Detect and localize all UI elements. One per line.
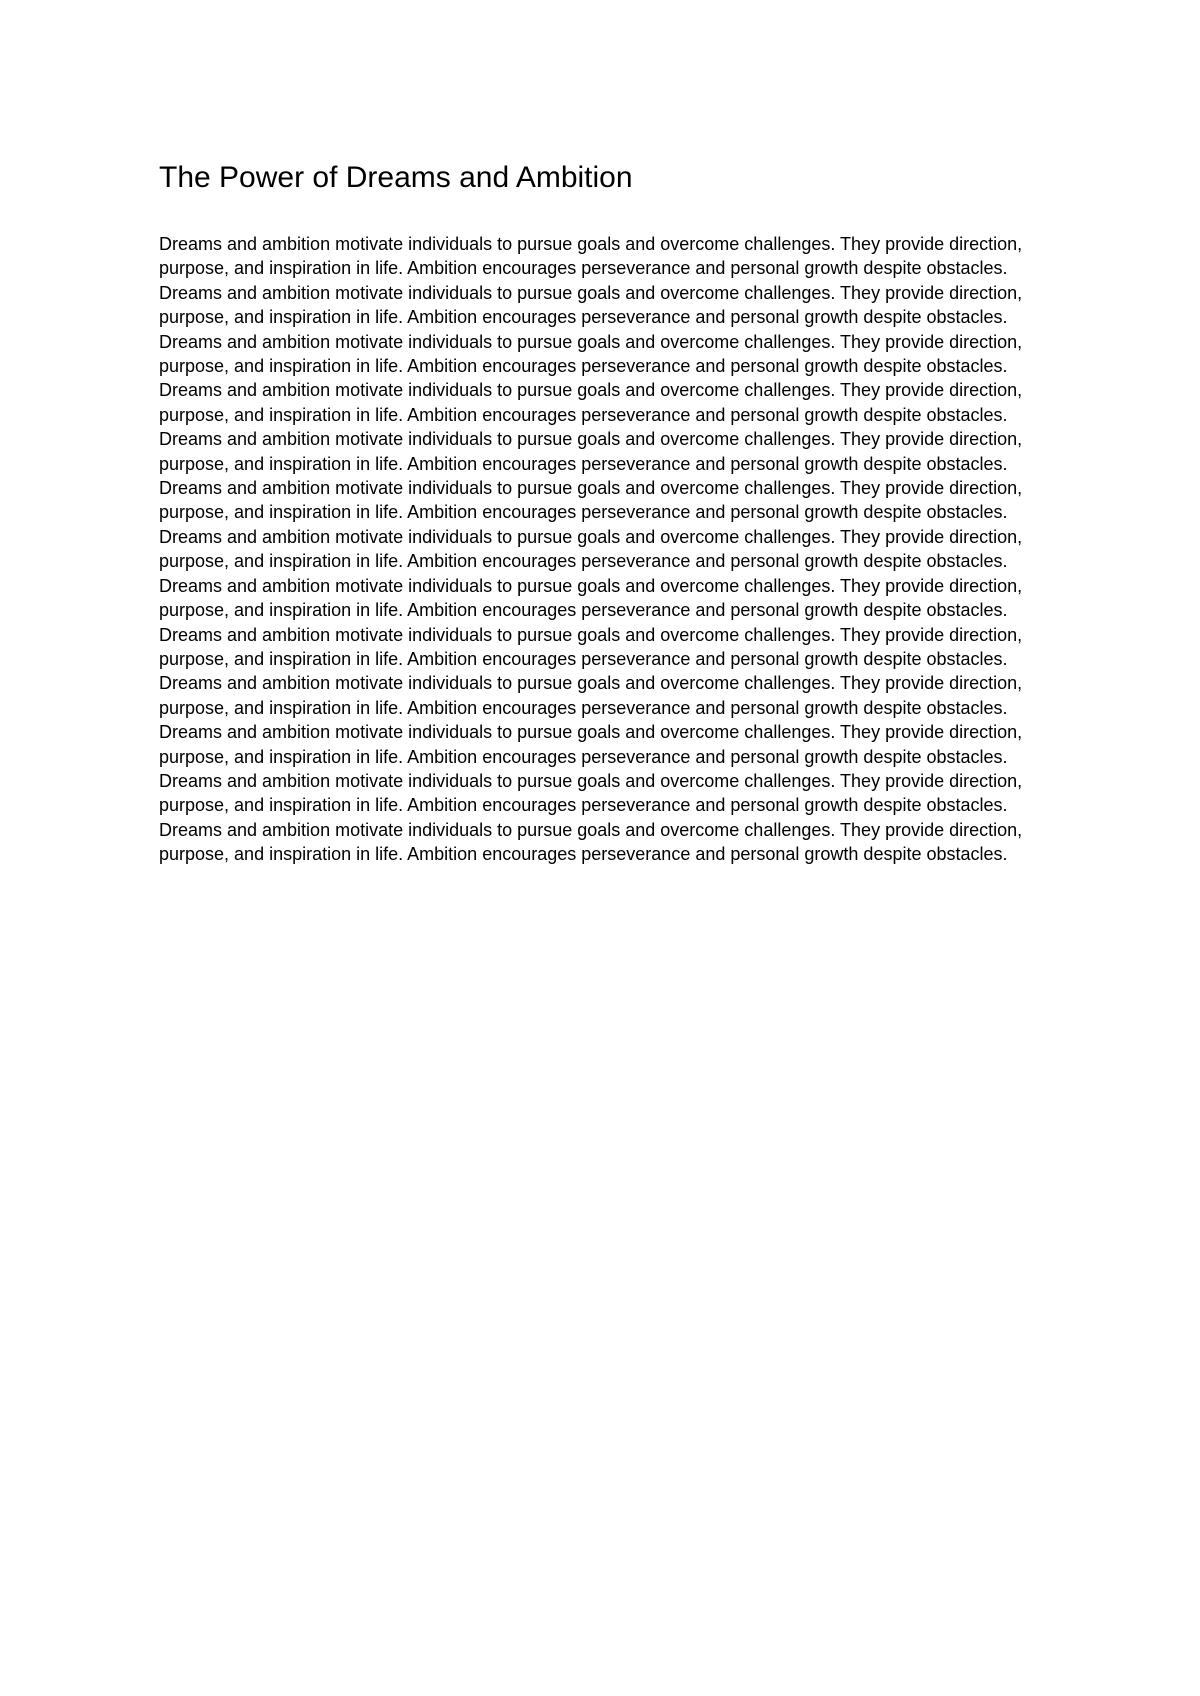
document-title: The Power of Dreams and Ambition bbox=[159, 161, 633, 194]
document-content bbox=[159, 158, 1049, 867]
document-body: Dreams and ambition motivate individuals to pursue goals and overcome challenges. They provide direction, purpose, and inspiration in life. Ambition encourages perseverance and personal growth despite obstacles. Dreams and ambition motivate individuals to pursue goals and overcome challenges. They provide direction, purpose, and inspiration in life. Ambition encourages perseverance and personal growth despite obstacles. Dreams and ambition motivate individuals to pursue goals and overcome challenges. They provide direction, purpose, and inspiration in life. Ambition encourages perseverance and personal growth despite obstacles. Dreams and ambition motivate individuals to pursue goals and overcome challenges. They provide direction, purpose, and inspiration in life. Ambition encourages perseverance and personal growth despite obstacles. Dreams and ambition motivate individuals to pursue goals and overcome challenges. They provide direction, purpose, and inspiration in life. Ambition encourages perseverance and personal growth despite obstacles. Dreams and ambition motivate individuals to pursue goals and overcome challenges. They provide direction, purpose, and inspiration in life. Ambition encourages perseverance and personal growth despite obstacles. Dreams and ambition motivate individuals to pursue goals and overcome challenges. They provide direction, purpose, and inspiration in life. Ambition encourages perseverance and personal growth despite obstacles. Dreams and ambition motivate individuals to pursue goals and overcome challenges. They provide direction, purpose, and inspiration in life. Ambition encourages perseverance and personal growth despite obstacles. Dreams and ambition motivate individuals to pursue goals and overcome challenges. They provide direction, purpose, and inspiration in life. Ambition encourages perseverance and personal growth despite obstacles. Dreams and ambition motivate individuals to pursue goals and overcome challenges. They provide direction, purpose, and inspiration in life. Ambition encourages perseverance and personal growth despite obstacles. Dreams and ambition motivate individuals to pursue goals and overcome challenges. They provide direction, purpose, and inspiration in life. Ambition encourages perseverance and personal growth despite obstacles. Dreams and ambition motivate individuals to pursue goals and overcome challenges. They provide direction, purpose, and inspiration in life. Ambition encourages perseverance and personal growth despite obstacles. Dreams and ambition motivate individuals to pursue goals and overcome challenges. They provide direction, purpose, and inspiration in life. Ambition encourages perseverance and personal growth despite obstacles. bbox=[159, 234, 1023, 865]
